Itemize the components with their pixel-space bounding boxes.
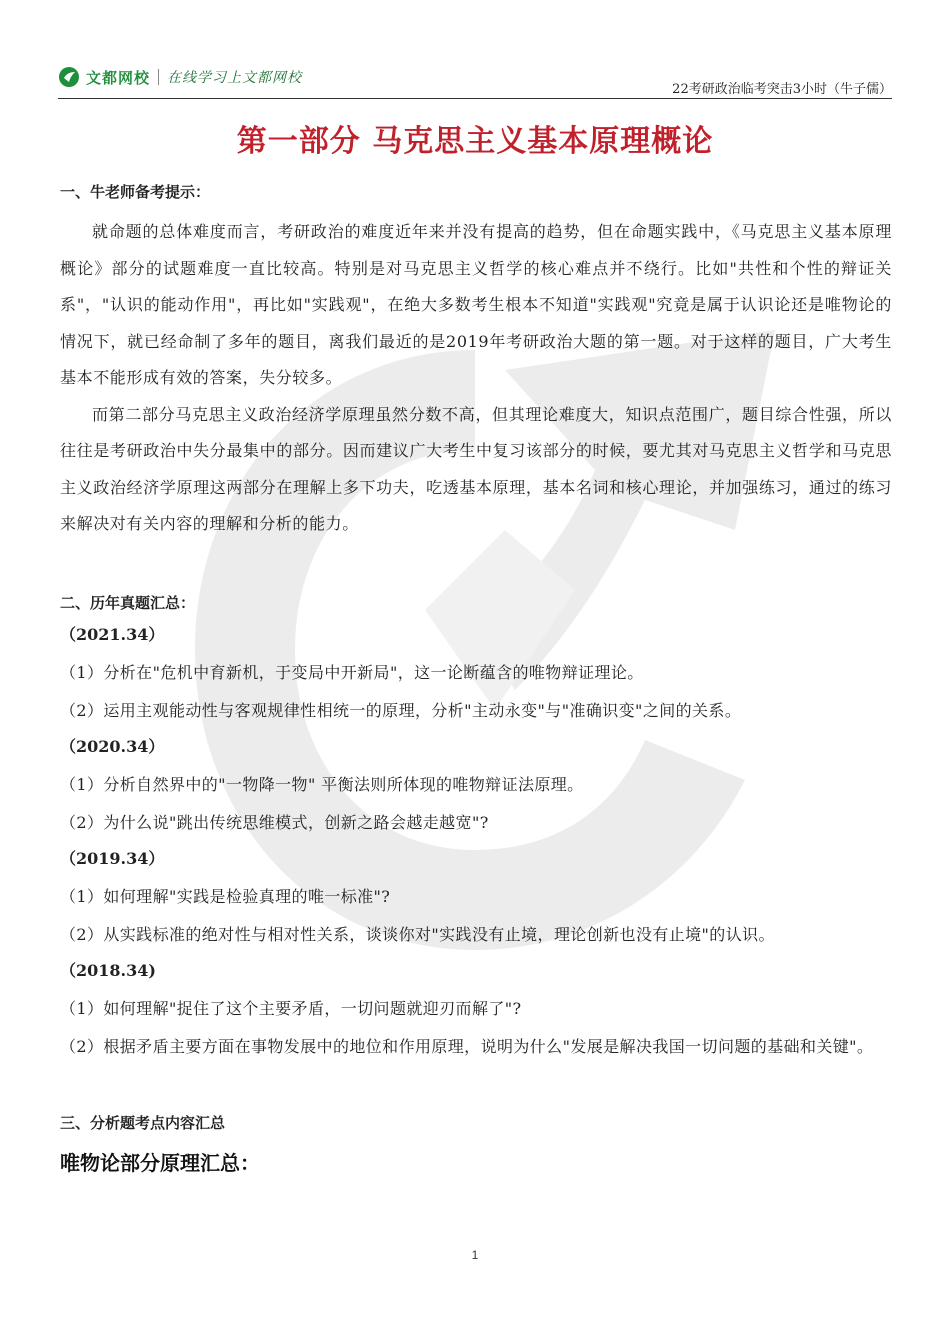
section-heading-past-exams: 二、历年真题汇总： <box>60 593 196 612</box>
tips-paragraph-2: 而第二部分马克思主义政治经济学原理虽然分数不高，但其理论难度大，知识点范围广，题目综合性强，所以往往是考研政治中失分最集中的部分。因而建议广大考生中复习该部分的时候，要尤其对马克思主义哲学和马克思主义政治经济学原理这两部分在理解上多下功夫，吃透基本原理，基本名词和核心理论，并加强练习，通过的练习来解决对有关内容的理解和分析的能力。 <box>60 404 892 533</box>
exam-group-2021 <box>60 621 892 725</box>
exam-question: （1）如何理解"实践是检验真理的唯一标准"? <box>60 886 391 906</box>
section-heading-key-points: 三、分析题考点内容汇总 <box>60 1113 226 1132</box>
exam-question: （2）运用主观能动性与客观规律性相统一的原理，分析"主动永变"与"准确识变"之间的关系。 <box>60 700 742 720</box>
exam-group-2020 <box>60 733 892 837</box>
tips-paragraph-1: 就命题的总体难度而言，考研政治的难度近年来并没有提高的趋势，但在命题实践中，《马克思主义基本原理概论》部分的试题难度一直比较高。特别是对马克思主义哲学的核心难点并不绕行。比如"共性和个性的辩证关系"，"认识的能动作用"，再比如"实践观"，在绝大多数考生根本不知道"实践观"究竟是属于认识论还是唯物论的情况下，就已经命制了多年的题目，离我们最近的是2019年考研政治大题的第一题。对于这样的题目，广大考生基本不能形成有效的答案，失分较多。 <box>60 222 892 387</box>
exam-group-2018 <box>60 957 892 1065</box>
exam-year: （2020.34） <box>60 736 165 756</box>
exam-year: （2021.34） <box>60 624 165 644</box>
brand-logo[interactable] <box>58 66 302 88</box>
exam-question: （2）根据矛盾主要方面在事物发展中的地位和作用原理，说明为什么"发展是解决我国一切问题的基础和关键"。 <box>60 1036 874 1056</box>
exam-year: （2019.34） <box>60 848 165 868</box>
subsection-heading-materialism: 唯物论部分原理汇总： <box>60 1150 260 1175</box>
page-title: 第一部分 马克思主义基本原理概论 <box>236 124 714 159</box>
exam-question: （1）分析在"危机中育新机，于变局中开新局"，这一论断蕴含的唯物辩证理论。 <box>60 662 644 682</box>
brand-mark-icon <box>58 66 80 88</box>
page-number: 1 <box>471 1248 479 1262</box>
section-heading-tips: 一、牛老师备考提示： <box>60 183 211 201</box>
exam-question: （1）分析自然界中的"一物降一物" 平衡法则所体现的唯物辩证法原理。 <box>60 774 584 794</box>
brand-slogan: 在线学习上文都网校 <box>167 70 303 86</box>
page-header <box>58 62 892 99</box>
exam-question: （2）从实践标准的绝对性与相对性关系，谈谈你对"实践没有止境，理论创新也没有止境"的认识。 <box>60 924 775 944</box>
brand-name: 文都网校 <box>86 68 151 87</box>
exam-group-2019 <box>60 845 892 949</box>
exam-question: （2）为什么说"跳出传统思维模式，创新之路会越走越宽"? <box>60 812 489 832</box>
main-content <box>60 178 892 1177</box>
exam-year: （2018.34) <box>60 960 156 980</box>
exam-question: （1）如何理解"捉住了这个主要矛盾，一切问题就迎刃而解了"? <box>60 998 522 1018</box>
logo-divider <box>158 69 159 85</box>
header-course-title: 22考研政治临考突击3小时（牛子儒） <box>672 82 892 97</box>
